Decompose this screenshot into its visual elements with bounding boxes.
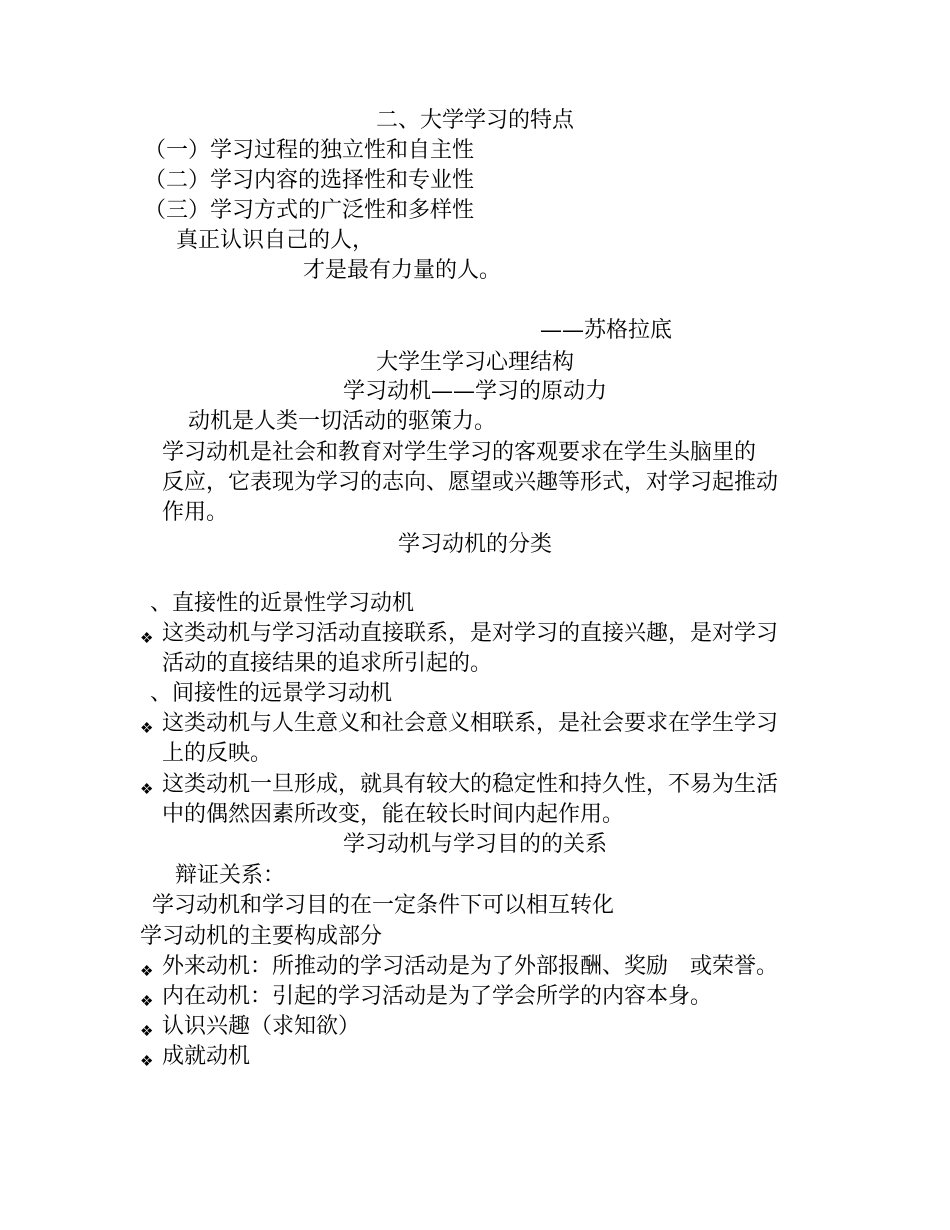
bullet-icon: ❖ [140,1052,154,1070]
quote-line-1: 真正认识自己的人， [176,228,375,253]
relation-title: 学习动机与学习目的的关系 [342,832,607,857]
component-3: 认识兴趣（求知欲） [162,1014,361,1039]
bullet-icon: ❖ [140,1022,154,1040]
classification-title: 学习动机的分类 [397,532,552,557]
indirect-heading: 、间接性的远景学习动机 [150,681,393,706]
indirect-bullet-1-line-1: 这类动机与人生意义和社会意义相联系，是社会要求在学生学习 [162,711,779,736]
dialectic-text: 学习动机和学习目的在一定条件下可以相互转化 [152,893,615,918]
direct-heading: 、直接性的近景性学习动机 [150,591,415,616]
direct-bullet-line-2: 活动的直接结果的追求所引起的。 [162,651,493,676]
feature-2: （二）学习内容的选择性和专业性 [144,168,475,193]
structure-title: 大学生学习心理结构 [375,350,574,375]
motivation-intro: 动机是人类一切活动的驱策力。 [188,409,497,434]
feature-1: （一）学习过程的独立性和自主性 [144,138,475,163]
bullet-icon: ❖ [140,629,154,647]
quote-author: ——苏格拉底 [540,318,673,343]
dialectic-label: 辩证关系： [175,863,286,888]
definition-line-3: 作用。 [162,500,229,525]
section-title: 二、大学学习的特点 [375,108,574,133]
feature-3: （三）学习方式的广泛性和多样性 [144,198,475,223]
bullet-icon: ❖ [140,719,154,737]
motivation-title: 学习动机——学习的原动力 [342,379,607,404]
quote-line-2: 才是最有力量的人。 [303,258,502,283]
definition-line-2: 反应，它表现为学习的志向、愿望或兴趣等形式，对学习起推动 [162,470,779,495]
bullet-icon: ❖ [140,992,154,1010]
component-2: 内在动机：引起的学习活动是为了学会所学的内容本身。 [162,984,713,1009]
direct-bullet-line-1: 这类动机与学习活动直接联系，是对学习的直接兴趣，是对学习 [162,621,779,646]
bullet-icon: ❖ [140,962,154,980]
indirect-bullet-2-line-2: 中的偶然因素所改变，能在较长时间内起作用。 [162,802,625,827]
definition-line-1: 学习动机是社会和教育对学生学习的客观要求在学生头脑里的 [162,440,757,465]
components-title: 学习动机的主要构成部分 [140,924,383,949]
bullet-icon: ❖ [140,780,154,798]
component-4: 成就动机 [162,1044,251,1069]
component-1: 外来动机：所推动的学习活动是为了外部报酬、奖励 或荣誉。 [162,954,779,979]
indirect-bullet-2-line-1: 这类动机一旦形成，就具有较大的稳定性和持久性，不易为生活 [162,772,779,797]
indirect-bullet-1-line-2: 上的反映。 [162,741,273,766]
